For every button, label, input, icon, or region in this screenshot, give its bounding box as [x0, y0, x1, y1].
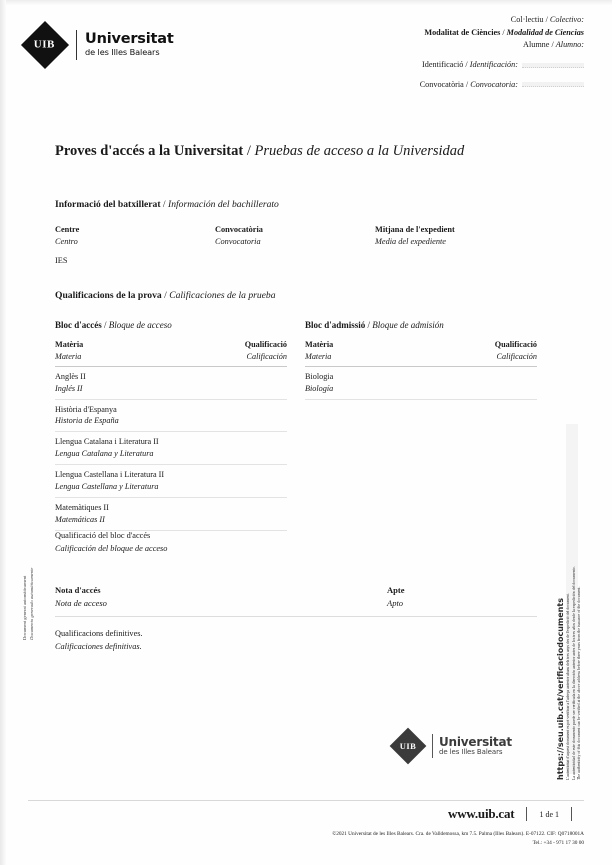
auto-generated-notice: [22, 470, 36, 640]
page-title-esp: Pruebas de acceso a la Universidad: [254, 143, 465, 159]
student-label: [294, 39, 584, 52]
info-column-centre: [55, 224, 215, 267]
bachillerato-info-row: [55, 224, 555, 267]
logo-divider: [76, 30, 77, 60]
section-heading-qualifications: [55, 290, 276, 301]
subject-name: [305, 371, 333, 395]
identification-label-cat: Identificació: [422, 60, 464, 70]
page-edge-left: [0, 0, 6, 865]
access-score-value: [387, 584, 537, 610]
subject-name-cat: Anglès II: [55, 371, 86, 381]
table-row: [55, 465, 287, 498]
block-heading-admission-esp: Bloque de admisión: [372, 320, 444, 330]
logo-university-subtitle: de les Illes Balears: [439, 748, 503, 757]
identification-label: [294, 59, 584, 72]
column-header-subject-esp: Materia: [55, 351, 82, 361]
page-number: 1 de 1: [539, 809, 559, 819]
access-score-label-esp: Nota de acceso: [55, 598, 107, 609]
logo-university-name: Universitat: [439, 734, 512, 749]
table-row: [305, 367, 537, 400]
student-label-esp: Alumno:: [555, 40, 584, 50]
uib-logo-header: [28, 28, 174, 62]
section-separator: /: [164, 290, 167, 301]
identification-label-esp: Identificación:: [469, 60, 518, 70]
page-title-separator: /: [246, 143, 251, 159]
convocatoria-label-cat: Convocatòria: [419, 79, 464, 89]
table-header-access: [55, 339, 287, 367]
verification-notice: [556, 430, 583, 780]
verification-note-eng: The authenticity of this document can be verified at the above address before three years from the issuance of the document.: [577, 586, 582, 780]
logo-divider: [432, 734, 433, 758]
convocatoria-label-esp: Convocatoria:: [470, 79, 518, 89]
uib-logo-mark: UIB: [34, 38, 56, 51]
subject-name: [55, 436, 159, 460]
column-header-subject-cat: Matèria: [305, 340, 334, 349]
table-row: [55, 498, 287, 531]
identification-redacted-value: [522, 63, 584, 68]
subject-name: [55, 469, 164, 493]
column-header-grade: [495, 339, 537, 363]
table-row: [55, 400, 287, 433]
footer-copyright-line2: Tel.: +34 - 971 17 30 00: [532, 839, 584, 846]
block-separator: /: [104, 320, 107, 330]
footer-copyright: [332, 830, 584, 847]
definitive-grades-note-esp: Calificaciones definitivas.: [55, 641, 142, 651]
column-header-subject-esp: Materia: [305, 351, 332, 361]
column-header-grade: [245, 339, 287, 363]
page-title-cat: Proves d'accés a la Universitat: [55, 143, 244, 159]
section-heading-bachillerato-esp: Información del bachillerato: [168, 199, 279, 210]
table-row: [55, 432, 287, 465]
info-convocatoria-label-cat: Convocatòria: [215, 225, 263, 234]
access-score-label-cat: Nota d'accés: [55, 585, 101, 595]
subject-name-cat: Biologia: [305, 371, 334, 381]
uib-diamond-icon: [21, 21, 69, 69]
block-heading-access: [55, 320, 172, 330]
subject-name-esp: Lengua Castellana y Literatura: [55, 482, 159, 492]
label-separator: /: [545, 15, 550, 24]
info-average-label-esp: Media del expediente: [375, 237, 446, 247]
table-row: [55, 367, 287, 400]
auto-generated-notice-esp: Documento generado automáticamente: [28, 567, 34, 640]
section-heading-qualifications-esp: Calificaciones de la prueba: [169, 290, 276, 301]
subject-name: [55, 502, 109, 526]
convocatoria-label: [294, 79, 584, 92]
collective-label-esp: Colectivo:: [549, 15, 584, 24]
subject-name-esp: Matemáticas II: [55, 514, 105, 524]
info-column-convocatoria: [215, 224, 375, 267]
uib-logo-footer: [395, 733, 512, 759]
convocatoria-redacted-value: [522, 82, 584, 87]
uib-diamond-icon: [390, 728, 427, 765]
label-separator: /: [465, 60, 470, 70]
student-label-cat: Alumne: [523, 40, 550, 50]
column-header-grade-esp: Calificación: [496, 351, 537, 361]
meta-spacer: [294, 52, 584, 59]
subject-name-cat: Llengua Catalana i Literatura II: [55, 437, 159, 447]
subject-name-cat: Llengua Castellana i Literatura II: [55, 470, 165, 480]
footer-website[interactable]: www.uib.cat: [448, 806, 515, 821]
access-block-grade-label-cat: Qualificació del bloc d'accés: [55, 531, 151, 540]
info-centre-label-cat: Centre: [55, 225, 80, 234]
access-block-grade: [55, 530, 167, 556]
section-heading-qualifications-cat: Qualificacions de la prova: [55, 290, 162, 301]
subject-name-esp: Historia de España: [55, 416, 119, 426]
definitive-grades-note: [55, 628, 143, 654]
access-score-value-cat: Apte: [387, 585, 405, 595]
block-heading-admission-cat: Bloc d'admissió: [305, 320, 366, 330]
verification-url[interactable]: https://seu.uib.cat/verificaciodocuments: [556, 598, 565, 780]
column-header-grade-cat: Qualificació: [244, 340, 287, 349]
uib-logo-mark: UIB: [399, 740, 417, 751]
access-score-row: [55, 584, 537, 617]
page-title: [55, 143, 464, 160]
label-separator: /: [502, 27, 507, 37]
verification-note-cat: L'autenticitat d'aquest document es pot verificar a l'adreça anterior abans dels tres anys des de l'expedició del document.: [566, 593, 570, 780]
modality-value-esp: Modalidad de Ciencias: [506, 27, 584, 37]
label-separator: /: [465, 79, 471, 89]
block-heading-access-cat: Bloc d'accés: [55, 320, 102, 330]
header-metadata: [294, 14, 584, 92]
column-header-subject-cat: Matèria: [55, 340, 84, 349]
subject-name-cat: Història d'Espanya: [55, 404, 117, 414]
logo-university-subtitle: de les Illes Balears: [85, 46, 160, 57]
definitive-grades-note-cat: Qualificacions definitives.: [55, 629, 143, 638]
block-separator: /: [367, 320, 371, 330]
info-centre-value: IES: [55, 255, 68, 265]
label-separator: /: [551, 40, 556, 50]
subject-name: [55, 404, 119, 428]
logo-university-name: Universitat: [85, 31, 174, 48]
footer-divider: [28, 800, 584, 801]
info-average-label-cat: Mitjana de l'expedient: [375, 225, 455, 234]
column-header-subject: [55, 339, 83, 363]
block-heading-access-esp: Bloque de acceso: [108, 320, 172, 330]
modality-value: [294, 27, 584, 40]
info-column-average: [375, 224, 555, 267]
section-heading-bachillerato-cat: Informació del batxillerat: [55, 199, 161, 210]
page-edge-top: [0, 0, 612, 5]
subject-name-esp: Lengua Catalana y Literatura: [55, 449, 154, 459]
subject-name-cat: Matemàtiques II: [55, 502, 109, 512]
access-score-label: [55, 584, 107, 610]
verification-note-esp: La autenticidad de este documento puede ser verificada en la dirección anterior antes de los tres años desde la expedición del documento.: [571, 566, 576, 780]
column-header-grade-cat: Qualificació: [494, 340, 537, 349]
subject-name-esp: Biología: [305, 383, 334, 393]
column-header-subject: [305, 339, 333, 363]
collective-label-cat: Col·lectiu: [510, 15, 544, 24]
meta-spacer: [294, 72, 584, 79]
modality-value-cat: Modalitat de Ciències: [424, 27, 501, 37]
section-heading-bachillerato: [55, 199, 279, 210]
info-centre-label-esp: Centro: [55, 237, 78, 247]
footer-bar: [448, 806, 584, 822]
access-block-grade-label-esp: Calificación del bloque de acceso: [55, 543, 168, 553]
table-header-admission: [305, 339, 537, 367]
block-heading-admission: [305, 320, 444, 330]
footer-copyright-line1: ©2021 Universitat de les Illes Balears. Cra. de Valldemossa, km 7.5. Palma (Illes Balears). E-07122. CIF: Q0718001A: [332, 831, 584, 837]
column-header-grade-esp: Calificación: [246, 351, 287, 361]
footer-divider-vertical: [526, 807, 527, 821]
subject-name-esp: Inglés II: [55, 383, 83, 393]
footer-divider-vertical: [571, 807, 572, 821]
subject-name: [55, 371, 86, 395]
section-separator: /: [162, 199, 166, 210]
access-score-value-esp: Apto: [387, 598, 404, 609]
subject-table-admission: [305, 339, 537, 400]
subject-table-access: [55, 339, 287, 531]
collective-label: [294, 14, 584, 27]
info-convocatoria-label-esp: Convocatoria: [215, 237, 261, 247]
auto-generated-notice-cat: Document generat automàticament: [22, 575, 27, 640]
